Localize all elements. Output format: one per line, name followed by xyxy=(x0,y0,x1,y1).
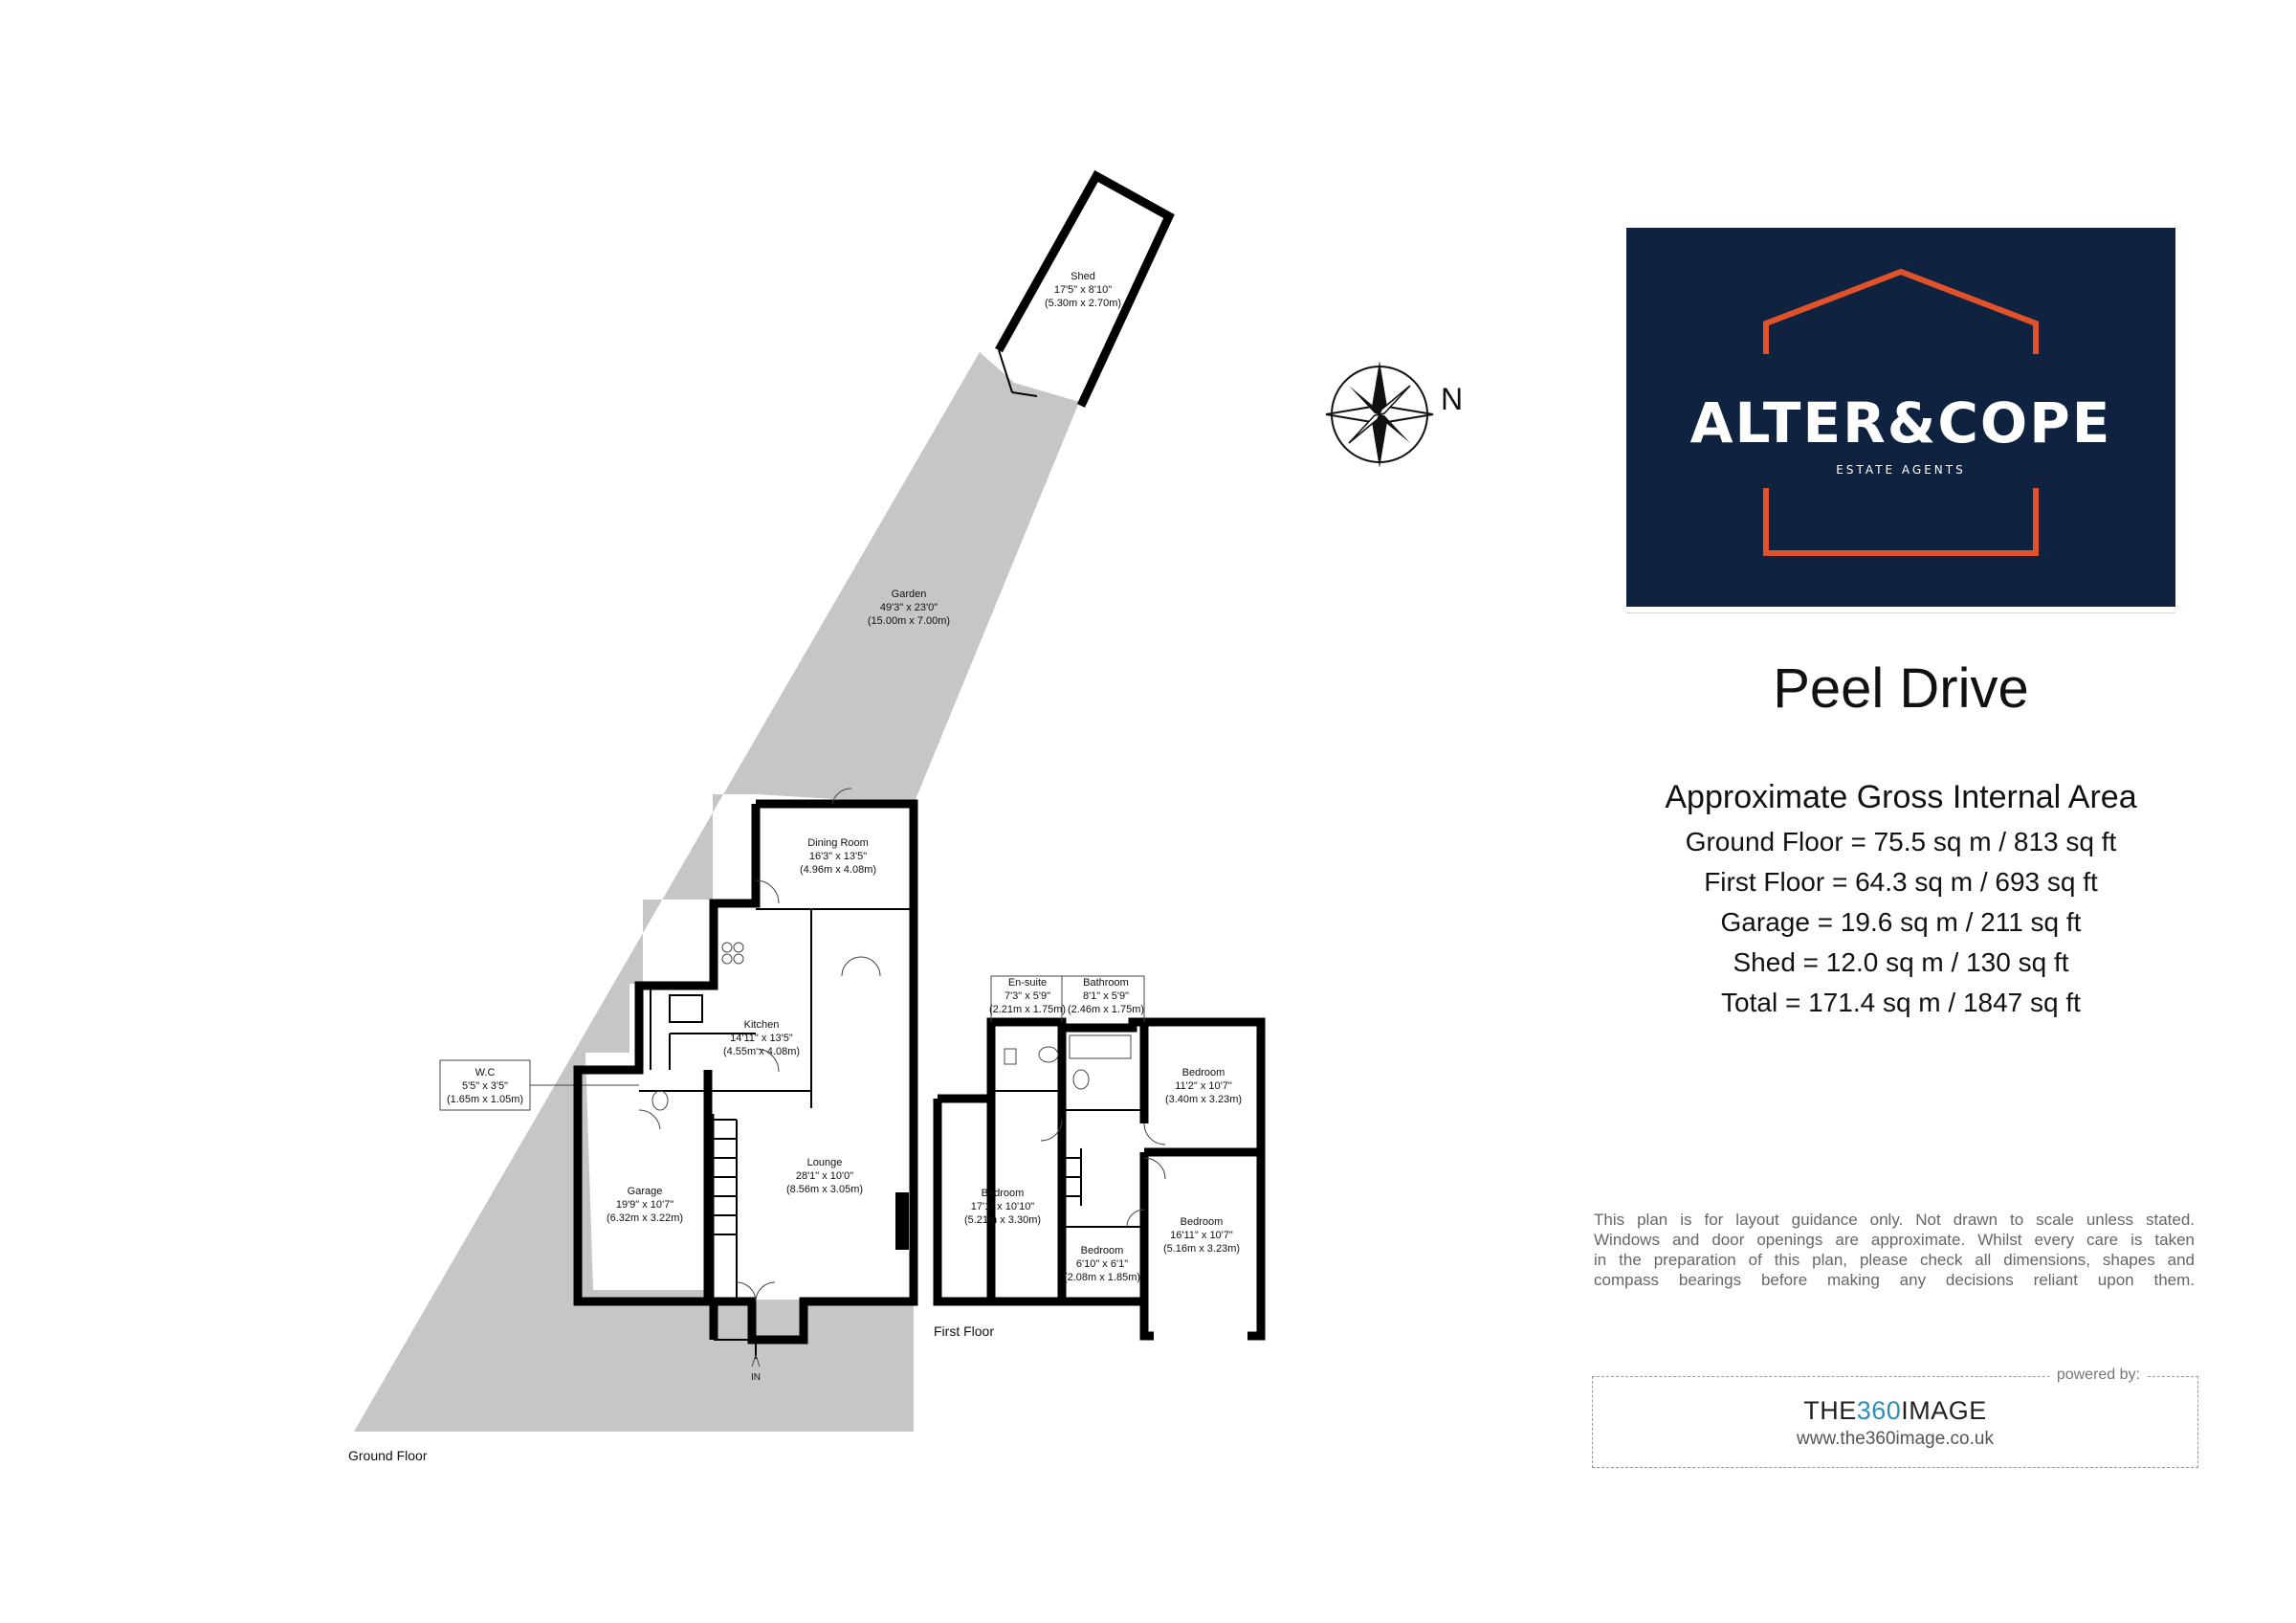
room-metric: (15.00m x 7.00m) xyxy=(867,615,951,627)
room-name: Bedroom xyxy=(1181,1067,1225,1078)
room-imperial: 16'3" x 13'5" xyxy=(808,851,868,862)
room-imperial: 5'5" x 3'5" xyxy=(461,1080,509,1092)
label-bedroom-left xyxy=(964,1188,1041,1226)
room-imperial: 28'1" x 10'0" xyxy=(795,1170,854,1182)
room-metric: (4.55m x 4.08m) xyxy=(722,1046,801,1057)
brand-wordmark xyxy=(1593,1396,2197,1426)
area-line-shed: Shed = 12.0 sq m / 130 sq ft xyxy=(1733,947,2069,977)
disclaimer-line: compass bearings before making any decisions reliant upon them. xyxy=(1594,1271,2195,1289)
room-metric: (5.30m x 2.70m) xyxy=(1044,298,1122,309)
room-metric: (2.08m x 1.85m) xyxy=(1063,1272,1141,1283)
room-name: Lounge xyxy=(806,1157,843,1168)
room-name: Kitchen xyxy=(743,1019,780,1031)
brand-url[interactable]: www.the360image.co.uk xyxy=(1797,1429,1994,1449)
ground-floor-label: Ground Floor xyxy=(348,1448,428,1463)
label-bathroom xyxy=(1068,977,1144,1015)
company-logo xyxy=(1626,228,2175,607)
logo-tagline: ESTATE AGENTS xyxy=(1836,463,1966,477)
area-heading: Approximate Gross Internal Area xyxy=(1665,779,2137,815)
logo-wordmark: ALTER&COPE xyxy=(1689,390,2112,456)
compass-rose-icon xyxy=(1326,361,1433,468)
room-imperial: 8'1" x 5'9" xyxy=(1082,990,1130,1002)
powered-by-label: powered by: xyxy=(2049,1367,2148,1384)
room-metric: (6.32m x 3.22m) xyxy=(606,1212,684,1224)
brand-part-accent: 360 xyxy=(1856,1396,1902,1425)
room-name: Shed xyxy=(1071,271,1095,282)
label-garage xyxy=(607,1186,683,1224)
entrance-label: IN xyxy=(751,1372,761,1383)
room-metric: (2.21m x 1.75m) xyxy=(988,1004,1067,1015)
room-metric: (8.56m x 3.05m) xyxy=(785,1184,864,1195)
room-metric: (5.21m x 3.30m) xyxy=(963,1214,1042,1226)
room-name: Bedroom xyxy=(981,1188,1025,1199)
room-metric: (3.40m x 3.23m) xyxy=(1164,1094,1243,1105)
room-metric: (2.46m x 1.75m) xyxy=(1067,1004,1145,1015)
logo-divider xyxy=(1626,612,2175,613)
room-name: W.C xyxy=(475,1067,496,1078)
disclaimer xyxy=(1594,1210,2195,1290)
garden-upper xyxy=(758,352,1079,804)
label-shed xyxy=(1045,271,1121,309)
room-imperial: 17'5" x 8'10" xyxy=(1053,284,1113,296)
area-line-first: First Floor = 64.3 sq m / 693 sq ft xyxy=(1704,867,2098,897)
label-kitchen xyxy=(723,1019,800,1057)
label-bedroom-bottom-right xyxy=(1163,1216,1240,1255)
room-imperial: 49'3" x 23'0" xyxy=(879,602,938,613)
label-dining-room xyxy=(800,837,876,876)
property-title: Peel Drive xyxy=(1773,657,2029,720)
room-imperial: 6'10" x 6'1" xyxy=(1075,1258,1129,1270)
area-line-garage: Garage = 19.6 sq m / 211 sq ft xyxy=(1720,907,2082,937)
room-imperial: 17'1" x 10'10" xyxy=(970,1201,1035,1212)
compass-north-label: N xyxy=(1441,382,1464,416)
room-imperial: 7'3" x 5'9" xyxy=(1004,990,1051,1002)
room-metric: (1.65m x 1.05m) xyxy=(446,1094,524,1105)
brand-part: IMAGE xyxy=(1901,1396,1987,1425)
label-lounge xyxy=(786,1157,863,1195)
area-line-ground: Ground Floor = 75.5 sq m / 813 sq ft xyxy=(1685,827,2117,856)
first-floor-label: First Floor xyxy=(934,1323,994,1339)
label-bedroom-small xyxy=(1064,1245,1140,1283)
area-line-total: Total = 171.4 sq m / 1847 sq ft xyxy=(1721,988,2081,1017)
room-imperial: 14'11" x 13'5" xyxy=(730,1033,793,1044)
disclaimer-line: Windows and door openings are approximate. Whilst every care is taken xyxy=(1594,1231,2195,1249)
brand-part: THE xyxy=(1803,1396,1857,1425)
room-imperial: 16'11" x 10'7" xyxy=(1170,1230,1233,1241)
label-bedroom-top-right xyxy=(1165,1067,1242,1105)
room-imperial: 19'9" x 10'7" xyxy=(615,1199,674,1211)
room-imperial: 11'2" x 10'7" xyxy=(1175,1080,1232,1092)
room-name: Bedroom xyxy=(1180,1216,1224,1228)
room-name: En-suite xyxy=(1007,977,1048,989)
disclaimer-line: in the preparation of this plan, please check all dimensions, shapes and xyxy=(1594,1251,2195,1269)
room-metric: (4.96m x 4.08m) xyxy=(799,864,877,876)
room-name: Garage xyxy=(627,1186,663,1197)
room-name: Bedroom xyxy=(1080,1245,1124,1256)
label-wc xyxy=(447,1067,523,1105)
room-metric: (5.16m x 3.23m) xyxy=(1162,1243,1241,1255)
room-name: Garden xyxy=(891,589,927,600)
disclaimer-line: This plan is for layout guidance only. Not drawn to scale unless stated. xyxy=(1594,1211,2195,1229)
room-name: Bathroom xyxy=(1083,977,1129,989)
room-name: Dining Room xyxy=(807,837,869,849)
label-ensuite xyxy=(989,977,1066,1015)
powered-by-box xyxy=(1592,1367,2198,1468)
